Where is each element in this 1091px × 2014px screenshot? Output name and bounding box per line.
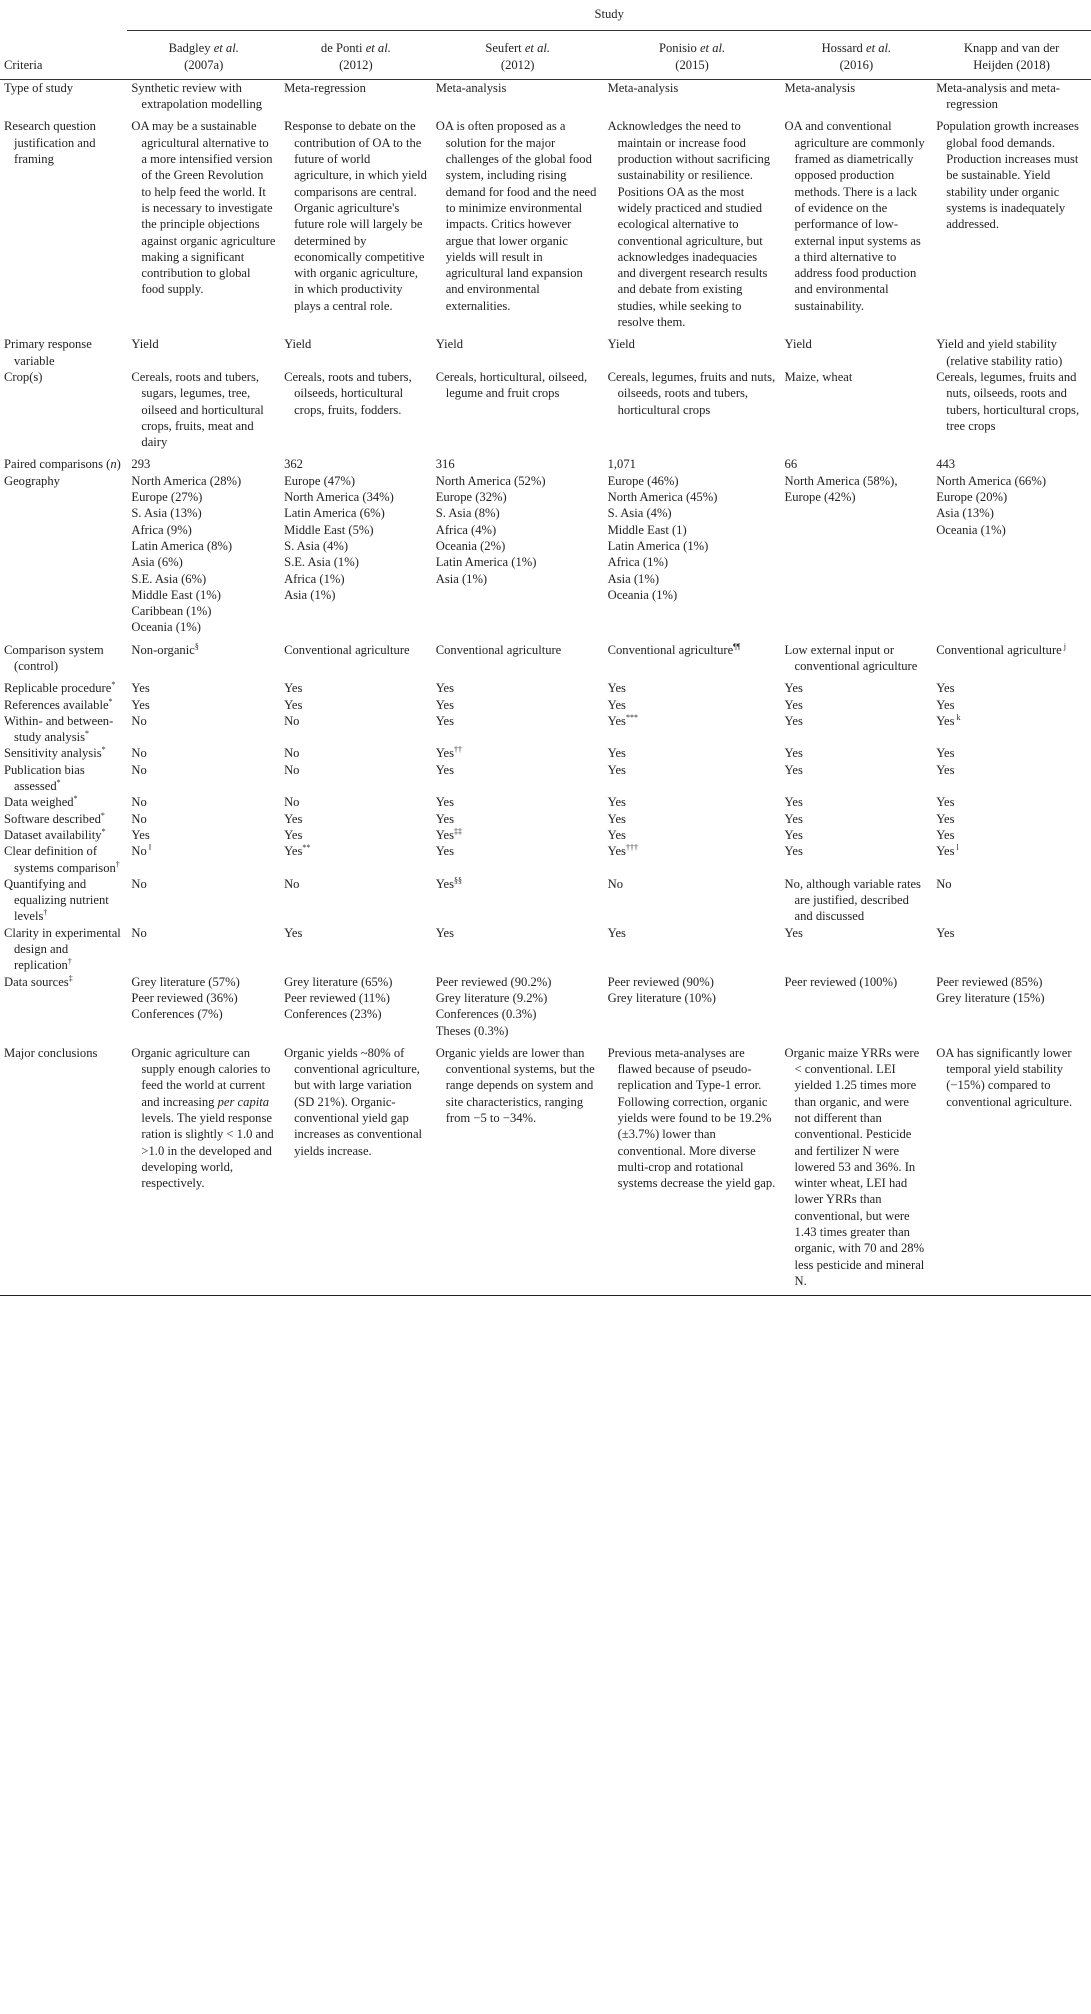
- row-label: Quantifying and equalizing nutrient levels†: [4, 876, 109, 924]
- table-cell: Yes: [784, 681, 803, 696]
- table-cell: Yes: [607, 746, 626, 761]
- list-item: Peer reviewed (90%): [607, 974, 714, 989]
- table-cell: Yes: [607, 762, 626, 777]
- table-cell: Yes: [131, 827, 150, 842]
- column-header-row: [0, 31, 1091, 79]
- list-item: Asia (1%): [284, 587, 336, 602]
- table-cell: Yield: [284, 337, 312, 352]
- table-cell: Yes: [435, 762, 455, 777]
- table-cell: Conventional agriculture¶¶: [607, 641, 741, 657]
- list-item: Peer reviewed (11%): [284, 990, 390, 1005]
- list-item: Grey literature (9.2%): [435, 990, 548, 1005]
- table-cell: Yes††: [435, 745, 463, 761]
- list-item: Grey literature (15%): [936, 990, 1045, 1005]
- row-label: Primary response variable: [4, 337, 92, 368]
- table-cell: No: [131, 746, 147, 761]
- table-cell: [127, 473, 280, 642]
- table-cell: Yes: [435, 795, 455, 810]
- row-publication-bias: [0, 762, 1091, 795]
- criteria-header: Criteria: [4, 57, 43, 72]
- list-item: Latin America (1%): [435, 555, 537, 570]
- table-cell: Yes: [607, 795, 626, 810]
- row-label: Clear definition of systems comparison†: [4, 844, 120, 875]
- list-item: Europe (46%): [607, 473, 679, 488]
- table-cell: Yes§§: [435, 875, 463, 891]
- table-cell: Yes $^k$: [936, 712, 961, 728]
- table-cell: Conventional agriculture $^j$: [936, 641, 1066, 657]
- table-cell: [432, 974, 604, 1045]
- list-item: S. Asia (4%): [284, 538, 349, 553]
- list-item: Conferences (23%): [284, 1007, 382, 1022]
- table-cell: Previous meta-analyses are flawed because of pseudo-replication and Type-1 error. Following correction, organic yields were found to be 19.2% (±3.7%) lower than conventional. More diverse multi-crop and rotational systems decrease the yield gap.: [607, 1045, 776, 1191]
- table-cell: Yes: [936, 681, 955, 696]
- row-primary-response: [0, 336, 1091, 369]
- table-cell: No: [131, 713, 147, 728]
- table-cell: Yes: [936, 827, 955, 842]
- list-item: Latin America (1%): [607, 538, 709, 553]
- table-cell: Meta-analysis and meta-regression: [936, 80, 1060, 112]
- table-cell: [604, 473, 781, 642]
- table-cell: No: [284, 762, 300, 777]
- list-item: North America (58%),: [784, 473, 898, 488]
- table-cell: Population growth increases global food demands. Production increases must be sustainable. Yield stability under organic systems is inadequately addressed.: [936, 119, 1079, 232]
- table-cell: Organic yields ~80% of conventional agriculture, but with large variation (SD 21%). Organic-conventional yield gap increases as conventional yields increase.: [284, 1045, 423, 1158]
- row-label: Data weighed*: [4, 794, 78, 810]
- table-cell: Meta-regression: [284, 80, 366, 95]
- list-item: Africa (4%): [435, 522, 497, 537]
- list-item: S. Asia (4%): [607, 506, 672, 521]
- table-cell: No: [284, 795, 300, 810]
- table-cell: Cereals, roots and tubers, sugars, legumes, tree, oilseed and horticultural crops, fruits, meat and dairy: [131, 369, 264, 450]
- table-cell: Yes: [607, 827, 626, 842]
- study-header-seufert: Seufert et al. (2012): [485, 41, 551, 72]
- row-software: [0, 811, 1091, 827]
- row-type-of-study: [0, 80, 1091, 119]
- study-header-badgley: Badgley et al. (2007a): [168, 41, 239, 72]
- table-cell: [932, 473, 1091, 642]
- row-paired-comparisons: [0, 456, 1091, 472]
- table-cell: Conventional agriculture: [435, 642, 562, 657]
- comparison-table: [0, 6, 1091, 1296]
- row-label: Type of study: [4, 80, 74, 95]
- table-cell: Yes: [784, 795, 803, 810]
- table-cell: Yes: [131, 681, 150, 696]
- row-within-between: [0, 713, 1091, 746]
- study-group-heading: Study: [594, 7, 624, 21]
- table-cell: No: [284, 713, 300, 728]
- list-item: Middle East (1%): [131, 587, 221, 602]
- table-cell: Acknowledges the need to maintain or increase food production without sacrificing sustainability or resilience. Positions OA as the most widely practiced and studied ecological alternative to conventional agriculture, but acknowledges inadequacies and divergent research results and debate from existing studies, while seeking to resolve them.: [607, 119, 771, 330]
- list-item: Europe (32%): [435, 490, 507, 505]
- list-item: S. Asia (13%): [131, 506, 202, 521]
- table-cell: Yes: [284, 925, 303, 940]
- list-item: Conferences (0.3%): [435, 1007, 537, 1022]
- table-cell: [932, 974, 1091, 1045]
- row-data-weighed: [0, 794, 1091, 810]
- study-header-hossard: Hossard et al. (2016): [821, 41, 892, 72]
- table-cell: Yes: [784, 827, 803, 842]
- list-item: Latin America (8%): [131, 538, 233, 553]
- row-label: Paired comparisons (n): [4, 457, 121, 472]
- table-cell: [781, 974, 933, 1045]
- row-label: References available*: [4, 696, 113, 712]
- table-cell: No: [131, 925, 147, 940]
- table-cell: Meta-analysis: [607, 80, 679, 95]
- table-cell: Low external input or conventional agriculture: [784, 642, 918, 673]
- table-cell: Yes: [936, 811, 955, 826]
- list-item: North America (34%): [284, 490, 394, 505]
- table-cell: [127, 974, 280, 1045]
- list-item: Asia (13%): [936, 506, 994, 521]
- table-cell: Yes: [784, 811, 803, 826]
- table-cell: OA has significantly lower temporal yield stability (−15%) compared to conventional agriculture.: [936, 1045, 1073, 1109]
- table-cell: Yes: [784, 713, 803, 728]
- table-cell: Yes: [607, 697, 626, 712]
- table-cell: No: [131, 762, 147, 777]
- table-cell: 443: [936, 457, 956, 472]
- table-cell: Yes†††: [607, 843, 638, 859]
- list-item: Africa (1%): [607, 555, 669, 570]
- list-item: Oceania (1%): [607, 587, 678, 602]
- table-cell: Yes: [936, 795, 955, 810]
- table-cell: Yes: [936, 697, 955, 712]
- list-item: Asia (1%): [607, 571, 660, 586]
- list-item: Europe (27%): [131, 490, 203, 505]
- table-cell: Yes: [435, 844, 455, 859]
- row-references: [0, 697, 1091, 713]
- table-cell: Yes: [936, 746, 955, 761]
- row-label: Software described*: [4, 810, 105, 826]
- study-header-knapp: Knapp and van der Heijden (2018): [963, 41, 1060, 72]
- table-cell: Maize, wheat: [784, 369, 853, 384]
- row-major-conclusions: [0, 1045, 1091, 1296]
- table-cell: Non-organic§: [131, 641, 199, 657]
- list-item: Peer reviewed (90.2%): [435, 974, 552, 989]
- table-cell: Yes: [607, 681, 626, 696]
- table-cell: Yes: [936, 925, 955, 940]
- table-cell: Synthetic review with extrapolation modelling: [131, 80, 263, 112]
- table-cell: Yes: [784, 925, 803, 940]
- table-cell: Yes: [284, 697, 303, 712]
- row-label: Research question justification and framing: [4, 119, 96, 167]
- table-cell: Yes**: [284, 843, 311, 859]
- list-item: Grey literature (65%): [284, 974, 393, 989]
- list-item: North America (28%): [131, 473, 242, 488]
- row-clarity: [0, 925, 1091, 974]
- table-cell: No, although variable rates are justified, described and discussed: [784, 876, 921, 924]
- table-cell: Yield: [784, 337, 812, 352]
- table-cell: Meta-analysis: [435, 80, 507, 95]
- table-cell: Yes: [607, 925, 626, 940]
- table-cell: 1,071: [607, 457, 636, 472]
- table-cell: Yield: [607, 337, 635, 352]
- table-cell: Yes: [131, 697, 150, 712]
- list-item: Africa (1%): [284, 571, 345, 586]
- table-cell: Yes‡‡: [435, 826, 463, 842]
- row-nutrient: [0, 876, 1091, 925]
- table-cell: OA and conventional agriculture are commonly framed as diametrically opposed production methods. There is a lack of evidence on the performance of low-external input systems as a third alternative to address food production and environmental sustainability.: [784, 119, 925, 313]
- list-item: Grey literature (57%): [131, 974, 240, 989]
- table-cell: Yield: [131, 337, 159, 352]
- row-label: Clarity in experimental design and replication†: [4, 925, 121, 973]
- row-geography: [0, 473, 1091, 642]
- list-item: Asia (6%): [131, 555, 183, 570]
- table-cell: Yes: [435, 925, 455, 940]
- row-sensitivity: [0, 745, 1091, 761]
- list-item: North America (66%): [936, 473, 1047, 488]
- row-data-sources: [0, 974, 1091, 1045]
- row-label: Replicable procedure*: [4, 680, 116, 696]
- list-item: S.E. Asia (1%): [284, 555, 359, 570]
- list-item: Europe (20%): [936, 490, 1008, 505]
- row-dataset: [0, 827, 1091, 843]
- table-cell: Yield and yield stability (relative stability ratio): [936, 337, 1063, 368]
- table-cell: No: [284, 746, 300, 761]
- list-item: Europe (42%): [784, 490, 856, 505]
- list-item: Caribbean (1%): [131, 604, 212, 619]
- list-item: Grey literature (10%): [607, 990, 717, 1005]
- table-cell: Yes: [284, 681, 303, 696]
- table-cell: [432, 473, 604, 642]
- table-cell: Yes***: [607, 712, 638, 728]
- table-cell: 293: [131, 457, 151, 472]
- row-label: Comparison system (control): [4, 642, 104, 673]
- table-cell: Yes: [607, 811, 626, 826]
- table-cell: Organic maize YRRs were < conventional. LEI yielded 1.25 times more than organic, and were not different than conventional. Pesticide and fertilizer N were lowered 53 and 36%. In winter wheat, LEI had lower YRRs than conventional, but were 1.43 times greater than organic, with 70 and 28% less pesticide and mineral N.: [784, 1045, 925, 1288]
- row-label: Within- and between-study analysis*: [4, 713, 114, 745]
- table-cell: Response to debate on the contribution of OA to the future of world agriculture, in which yield comparisons are central. Organic agriculture's future role will largely be determined by economically competitive with organic agriculture, in which productivity plays a central role.: [284, 119, 427, 313]
- list-item: Peer reviewed (36%): [131, 990, 238, 1005]
- list-item: Oceania (1%): [131, 620, 201, 635]
- table-cell: No: [607, 876, 624, 891]
- row-label: Major conclusions: [4, 1045, 98, 1060]
- row-research-question: [0, 118, 1091, 336]
- table-cell: Yes: [435, 811, 455, 826]
- list-item: Theses (0.3%): [435, 1023, 509, 1038]
- table-cell: 362: [284, 457, 303, 472]
- list-item: S.E. Asia (6%): [131, 571, 207, 586]
- row-label: Publication bias assessed*: [4, 762, 85, 794]
- row-label: Sensitivity analysis*: [4, 745, 106, 761]
- list-item: Peer reviewed (100%): [784, 974, 898, 989]
- table-cell: Cereals, horticultural, oilseed, legume and fruit crops: [435, 369, 588, 401]
- table-cell: Cereals, legumes, fruits and nuts, oilseeds, roots and tubers, horticultural crops: [607, 369, 776, 417]
- table-cell: Yes: [784, 844, 803, 859]
- table-cell: Organic agriculture can supply enough calories to feed the world at current and increasing per capita levels. The yield response ration is slightly < 1.0 and >1.0 in the developed and developing world, respectively.: [131, 1045, 274, 1191]
- row-definition: [0, 843, 1091, 876]
- row-label: Data sources‡: [4, 973, 73, 989]
- table-cell: Yes: [284, 827, 303, 842]
- list-item: Oceania (2%): [435, 538, 506, 553]
- list-item: Middle East (1): [607, 522, 687, 537]
- table-cell: Conventional agriculture: [284, 642, 410, 657]
- table-cell: [280, 974, 432, 1045]
- table-cell: Yes: [284, 811, 303, 826]
- row-label: Geography: [4, 473, 60, 488]
- table-cell: No: [131, 876, 147, 891]
- study-header-deponti: de Ponti et al. (2012): [320, 41, 391, 72]
- table-cell: Yield: [435, 337, 464, 352]
- list-item: Africa (9%): [131, 522, 192, 537]
- row-crops: [0, 369, 1091, 456]
- table-cell: Yes: [784, 762, 803, 777]
- table-cell: Cereals, roots and tubers, oilseeds, horticultural crops, fruits, fodders.: [284, 369, 412, 417]
- list-item: Middle East (5%): [284, 522, 374, 537]
- table-cell: [604, 974, 781, 1045]
- table-cell: OA is often proposed as a solution for the major challenges of the global food system, including rising demand for food and the need to minimize environmental impacts. Critics however argue that lower organic yields will result in agricultural land expansion and environmental externalities.: [435, 119, 597, 313]
- table-cell: Yes: [435, 713, 455, 728]
- table-cell: No: [936, 876, 952, 891]
- table-cell: No: [284, 876, 300, 891]
- list-item: Peer reviewed (85%): [936, 974, 1043, 989]
- table-cell: Meta-analysis: [784, 80, 856, 95]
- list-item: North America (52%): [435, 473, 546, 488]
- table-cell: 316: [435, 457, 455, 472]
- row-replicable: [0, 680, 1091, 696]
- table-cell: Yes: [784, 697, 803, 712]
- table-cell: Yes: [936, 762, 955, 777]
- table-cell: [280, 473, 432, 642]
- study-header-ponisio: Ponisio et al. (2015): [659, 41, 726, 72]
- table-cell: No: [131, 795, 147, 810]
- table-cell: OA may be a sustainable agricultural alternative to a more intensified version of the Green Revolution to help feed the world. It is necessary to investigate the principle objections against organic agriculture making a significant contribution to global food supply.: [131, 119, 276, 297]
- table-cell: Cereals, legumes, fruits and nuts, oilseeds, roots and tubers, horticultural crops, tree crops: [936, 369, 1080, 433]
- row-comparison-system: [0, 642, 1091, 681]
- table-cell: No: [131, 811, 147, 826]
- table-cell: 66: [784, 457, 798, 472]
- row-label: Dataset availability*: [4, 826, 106, 842]
- table-cell: [781, 473, 933, 642]
- table-cell: No ‖: [131, 843, 152, 859]
- table-cell: Yes: [435, 681, 455, 696]
- list-item: Europe (47%): [284, 473, 356, 488]
- table-cell: Organic yields are lower than conventional systems, but the range depends on system and site characteristics, ranging from −5 to −34%.: [435, 1045, 595, 1125]
- list-item: Asia (1%): [435, 571, 488, 586]
- list-item: North America (45%): [607, 490, 718, 505]
- bottom-rule: [0, 1296, 1091, 1297]
- table-cell: Yes $^l$: [936, 843, 959, 859]
- list-item: Conferences (7%): [131, 1007, 223, 1022]
- row-label: Crop(s): [4, 369, 43, 384]
- table-cell: Yes: [435, 697, 455, 712]
- list-item: S. Asia (8%): [435, 506, 500, 521]
- list-item: Latin America (6%): [284, 506, 385, 521]
- list-item: Oceania (1%): [936, 522, 1006, 537]
- table-cell: Yes: [784, 746, 803, 761]
- study-header-row: [0, 6, 1091, 31]
